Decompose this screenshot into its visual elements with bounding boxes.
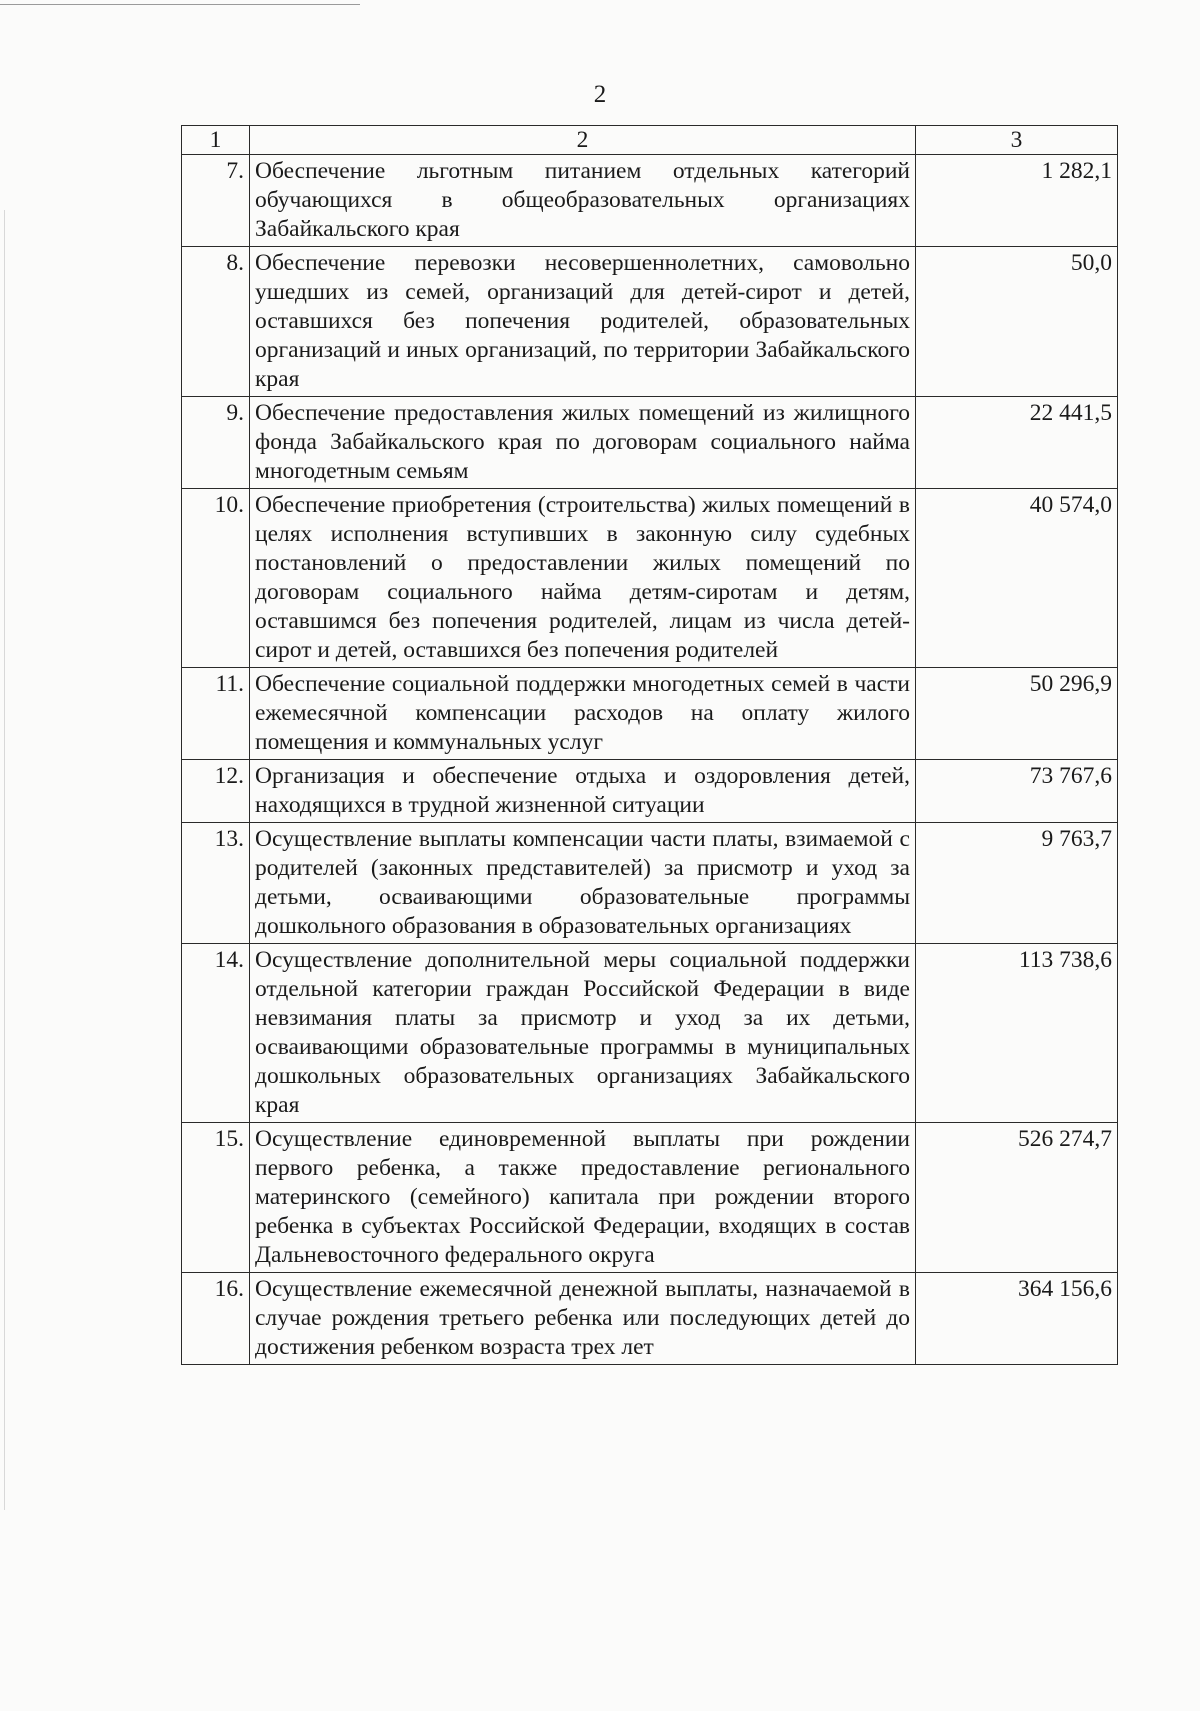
row-amount: 113 738,6 [916, 944, 1118, 1123]
row-amount: 50 296,9 [916, 668, 1118, 760]
row-number: 16. [182, 1273, 250, 1365]
budget-table [181, 125, 1118, 1365]
row-amount: 40 574,0 [916, 489, 1118, 668]
row-amount: 22 441,5 [916, 397, 1118, 489]
scan-artifact-edge [4, 210, 5, 1510]
row-amount: 364 156,6 [916, 1273, 1118, 1365]
row-amount: 50,0 [916, 247, 1118, 397]
table-row [182, 155, 1118, 247]
row-number: 11. [182, 668, 250, 760]
row-number: 10. [182, 489, 250, 668]
page-number: 2 [593, 81, 607, 108]
row-description: Обеспечение приобретения (строительства) жилых помещений в целях исполнения вступивших в законную силу судебных постановлений о предоставлении жилых помещений по договорам социального найма детям-сиротам и детям, оставшимся без попечения родителей, лицам из числа детей-сирот и детей, оставшихся без попечения родителей [250, 489, 916, 668]
row-amount: 526 274,7 [916, 1123, 1118, 1273]
row-number: 8. [182, 247, 250, 397]
table-row [182, 397, 1118, 489]
table-row [182, 823, 1118, 944]
row-number: 7. [182, 155, 250, 247]
row-description: Обеспечение перевозки несовершеннолетних, самовольно ушедших из семей, организаций для детей-сирот и детей, оставшихся без попечения родителей, образовательных организаций и иных организаций, по территории Забайкальского края [250, 247, 916, 397]
scan-artifact-line [0, 4, 360, 5]
table-row [182, 489, 1118, 668]
row-description: Обеспечение предоставления жилых помещений из жилищного фонда Забайкальского края по договорам социального найма многодетным семьям [250, 397, 916, 489]
row-amount: 1 282,1 [916, 155, 1118, 247]
column-header-number: 1 [182, 126, 250, 155]
table-row [182, 760, 1118, 823]
row-number: 15. [182, 1123, 250, 1273]
row-amount: 9 763,7 [916, 823, 1118, 944]
row-number: 14. [182, 944, 250, 1123]
row-number: 9. [182, 397, 250, 489]
row-description: Осуществление ежемесячной денежной выплаты, назначаемой в случае рождения третьего ребенка или последующих детей до достижения ребенком возраста трех лет [250, 1273, 916, 1365]
table-row [182, 668, 1118, 760]
table-row [182, 1123, 1118, 1273]
row-description: Организация и обеспечение отдыха и оздоровления детей, находящихся в трудной жизненной ситуации [250, 760, 916, 823]
row-description: Осуществление дополнительной меры социальной поддержки отдельной категории граждан Российской Федерации в виде невзимания платы за присмотр и уход за их детьми, осваивающими образовательные программы в муниципальных дошкольных образовательных организациях Забайкальского края [250, 944, 916, 1123]
row-number: 13. [182, 823, 250, 944]
row-description: Обеспечение льготным питанием отдельных категорий обучающихся в общеобразовательных организациях Забайкальского края [250, 155, 916, 247]
row-description: Осуществление выплаты компенсации части платы, взимаемой с родителей (законных представителей) за присмотр и уход за детьми, осваивающими образовательные программы дошкольного образования в образовательных организациях [250, 823, 916, 944]
row-amount: 73 767,6 [916, 760, 1118, 823]
table-row [182, 247, 1118, 397]
table-row [182, 1273, 1118, 1365]
row-number: 12. [182, 760, 250, 823]
row-description: Обеспечение социальной поддержки многодетных семей в части ежемесячной компенсации расходов на оплату жилого помещения и коммунальных услуг [250, 668, 916, 760]
row-description: Осуществление единовременной выплаты при рождении первого ребенка, а также предоставление регионального материнского (семейного) капитала при рождении второго ребенка в субъектах Российской Федерации, входящих в состав Дальневосточного федерального округа [250, 1123, 916, 1273]
table-row [182, 944, 1118, 1123]
table-header-row [182, 126, 1118, 155]
column-header-amount: 3 [916, 126, 1118, 155]
column-header-description: 2 [250, 126, 916, 155]
